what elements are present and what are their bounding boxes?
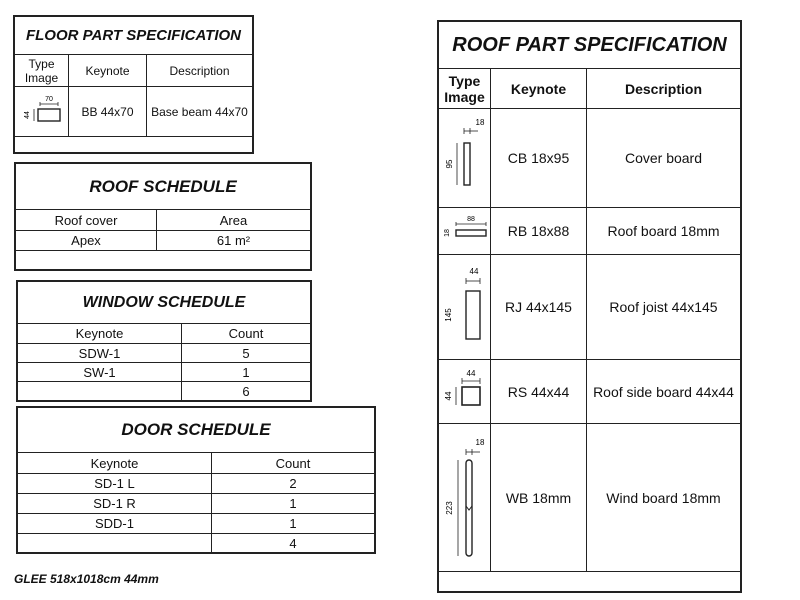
count-cell: 1 [212, 494, 375, 514]
header-keynote: Keynote [69, 55, 147, 87]
door-schedule-table [16, 406, 376, 554]
header-description: Description [147, 55, 253, 87]
table-row [18, 514, 375, 534]
svg-text:95: 95 [444, 159, 454, 169]
svg-text:44: 44 [469, 267, 478, 276]
header-keynote: Keynote [18, 324, 182, 344]
header-count: Count [182, 324, 311, 344]
svg-text:18: 18 [475, 437, 484, 447]
wind-board-icon [439, 424, 491, 572]
table-row [18, 474, 375, 494]
keynote-cell: BB 44x70 [69, 87, 147, 137]
keynote-cell: RB 18x88 [491, 208, 587, 255]
header-description: Description [587, 69, 741, 109]
svg-text:88: 88 [466, 216, 475, 223]
keynote-cell: RS 44x44 [491, 360, 587, 424]
floor-part-specification-table [13, 15, 254, 154]
header-roof-cover: Roof cover [16, 210, 157, 231]
table-row [18, 344, 311, 363]
window-schedule-table [16, 280, 312, 402]
svg-text:145: 145 [443, 308, 453, 322]
floor-part-title: FLOOR PART SPECIFICATION [15, 17, 253, 55]
table-row [439, 109, 741, 208]
total-label-cell [18, 382, 182, 401]
footer-note: GLEE 518x1018cm 44mm [14, 572, 159, 586]
empty-row [15, 137, 253, 153]
total-count-cell: 4 [212, 534, 375, 553]
svg-text:44: 44 [23, 110, 31, 119]
total-count-cell: 6 [182, 382, 311, 401]
header-count: Count [212, 453, 375, 474]
keynote-cell: SW-1 [18, 363, 182, 382]
table-row [18, 494, 375, 514]
roof-schedule-table [14, 162, 312, 271]
keynote-cell: SD-1 R [18, 494, 212, 514]
roof-schedule-title: ROOF SCHEDULE [16, 164, 311, 210]
header-keynote: Keynote [491, 69, 587, 109]
description-cell: Roof side board 44x44 [587, 360, 741, 424]
table-row [439, 208, 741, 255]
base-beam-icon [15, 87, 69, 137]
keynote-cell: SDD-1 [18, 514, 212, 534]
empty-row [439, 572, 741, 592]
roof-cover-cell: Apex [16, 231, 157, 251]
count-cell: 2 [212, 474, 375, 494]
total-row [18, 382, 311, 401]
description-cell: Wind board 18mm [587, 424, 741, 572]
keynote-cell: CB 18x95 [491, 109, 587, 208]
roof-side-board-icon [439, 360, 491, 424]
svg-text:18: 18 [443, 229, 451, 237]
area-cell: 61 m² [157, 231, 311, 251]
svg-text:70: 70 [44, 95, 53, 103]
svg-text:223: 223 [444, 500, 454, 515]
description-cell: Base beam 44x70 [147, 87, 253, 137]
description-cell: Roof joist 44x145 [587, 255, 741, 360]
description-cell: Roof board 18mm [587, 208, 741, 255]
header-area: Area [157, 210, 311, 231]
table-row [16, 231, 311, 251]
description-cell: Cover board [587, 109, 741, 208]
door-schedule-title: DOOR SCHEDULE [18, 408, 375, 453]
count-cell: 1 [182, 363, 311, 382]
svg-text:44: 44 [443, 391, 453, 400]
table-row [439, 255, 741, 360]
table-row [439, 360, 741, 424]
table-row [439, 424, 741, 572]
count-cell: 1 [212, 514, 375, 534]
svg-text:44: 44 [466, 368, 475, 378]
table-row [15, 87, 253, 137]
roof-board-icon [439, 208, 491, 255]
count-cell: 5 [182, 344, 311, 363]
total-row [18, 534, 375, 553]
roof-joist-icon [439, 255, 491, 360]
table-row [18, 363, 311, 382]
header-keynote: Keynote [18, 453, 212, 474]
total-label-cell [18, 534, 212, 553]
keynote-cell: SDW-1 [18, 344, 182, 363]
header-type-image: Type Image [15, 55, 69, 87]
empty-row [16, 251, 311, 270]
keynote-cell: WB 18mm [491, 424, 587, 572]
header-type-image: Type Image [439, 69, 491, 109]
keynote-cell: SD-1 L [18, 474, 212, 494]
roof-part-title: ROOF PART SPECIFICATION [439, 22, 741, 69]
window-schedule-title: WINDOW SCHEDULE [18, 282, 311, 324]
roof-part-specification-table [437, 20, 742, 593]
keynote-cell: RJ 44x145 [491, 255, 587, 360]
svg-text:18: 18 [475, 118, 484, 127]
cover-board-icon [439, 109, 491, 208]
